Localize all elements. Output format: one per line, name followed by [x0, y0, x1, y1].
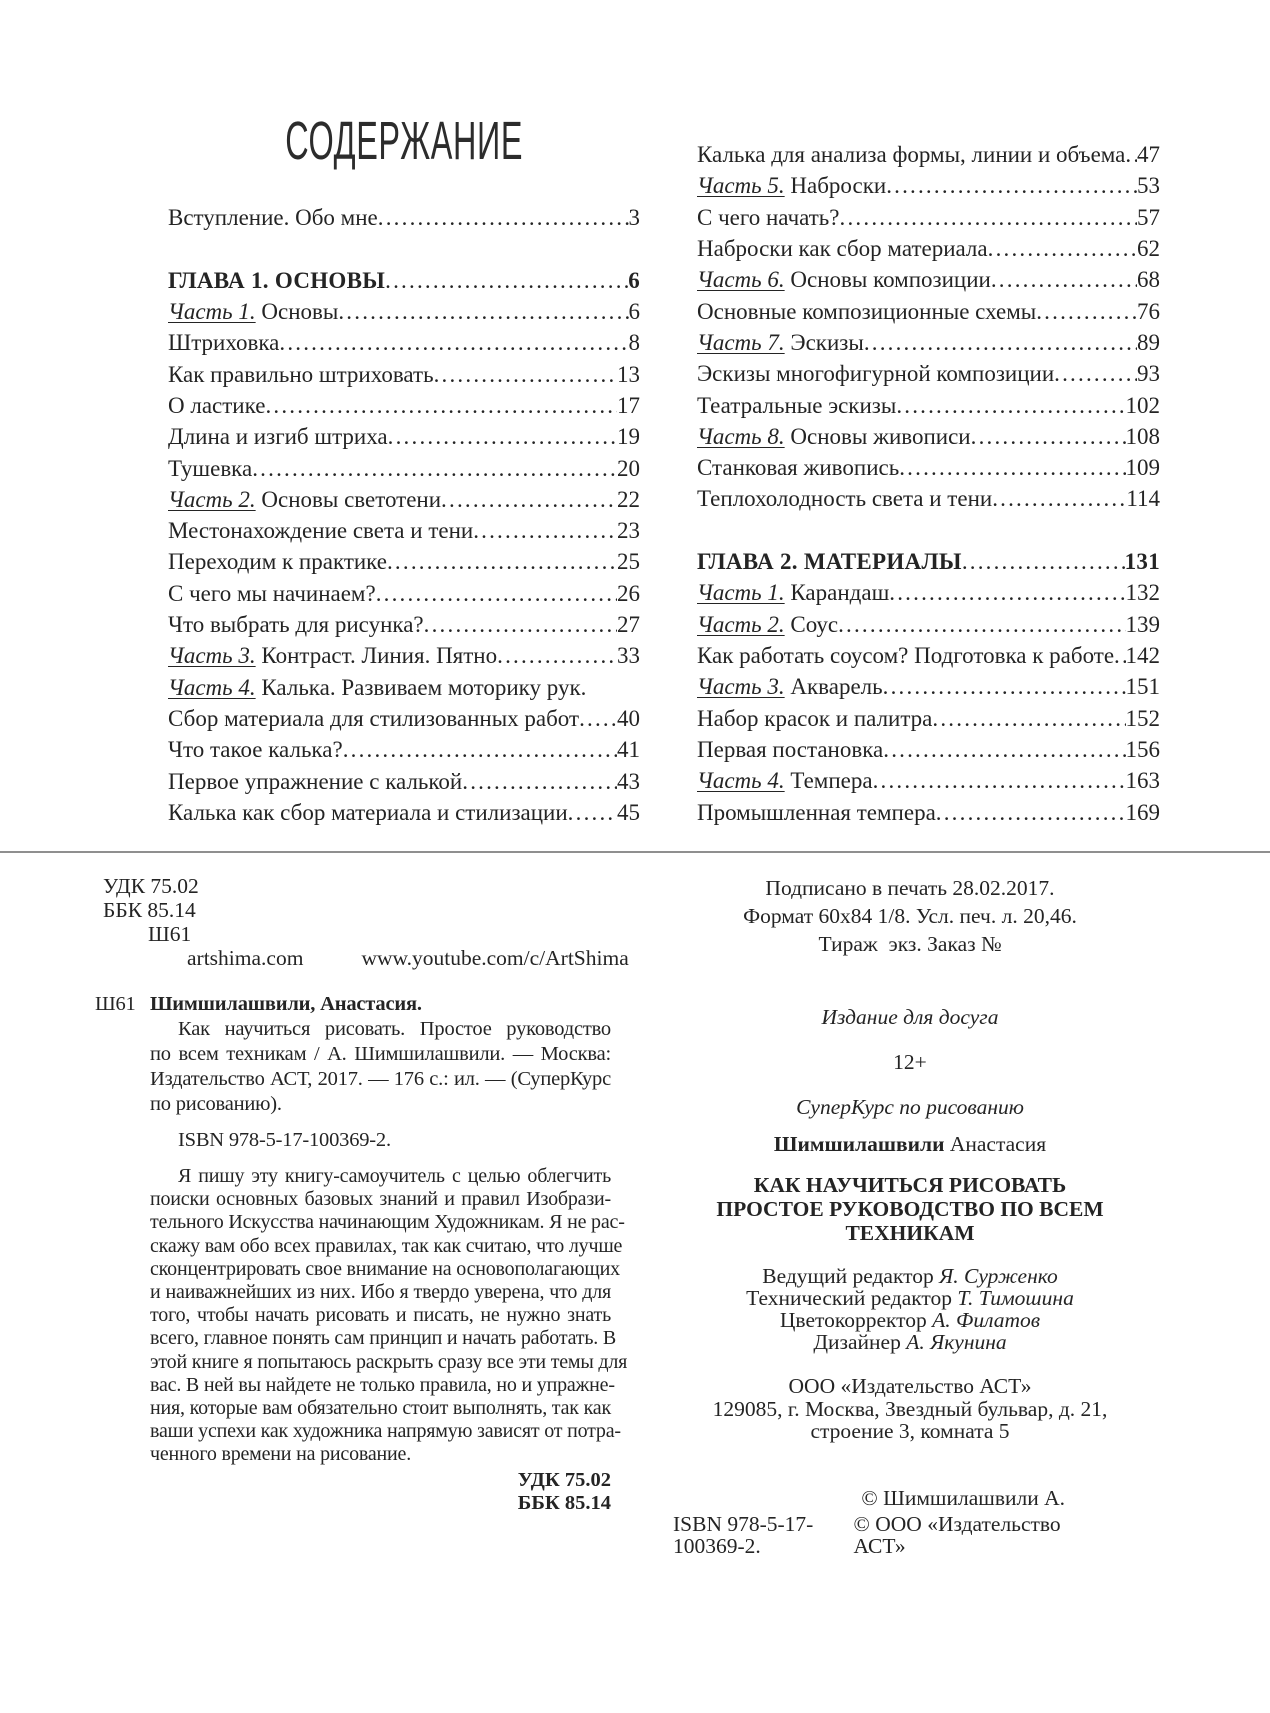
toc-dot-leader [434, 359, 617, 390]
staff-list [650, 1265, 1170, 1353]
toc-entry [168, 296, 640, 327]
toc-dot-leader [385, 265, 628, 296]
text-line: Формат 60х84 1/8. Усл. печ. л. 20,46. [743, 904, 1077, 928]
text-line: Подписано в печать 28.02.2017. [765, 876, 1055, 900]
toc-page-number: 132 [1125, 580, 1160, 606]
toc-entry [168, 640, 640, 671]
toc-page-number: 23 [617, 518, 640, 544]
toc-dot-leader [992, 483, 1126, 514]
toc-page-number: 169 [1125, 799, 1160, 825]
toc-entry-label: Первое упражнение с калькой [168, 768, 463, 794]
toc-entry [697, 671, 1160, 702]
toc-page-number: 27 [617, 612, 640, 638]
toc-entry-label: Станковая живопись [697, 455, 900, 481]
toc-dot-leader [441, 484, 617, 515]
edition-type: Издание для досуга [821, 1005, 999, 1029]
toc-page-number: 68 [1137, 267, 1160, 293]
staff-name: Т. Тимошина [957, 1286, 1074, 1310]
toc-page-number: 17 [617, 392, 640, 418]
toc-entry-label: Часть 2. Основы светотени [168, 486, 442, 512]
toc-entry [168, 734, 640, 765]
toc-dot-leader [462, 766, 617, 797]
toc-entry [168, 797, 640, 828]
toc-entry [168, 484, 640, 515]
toc-column-right [697, 139, 1160, 828]
toc-entry-label: Длина и изгиб штриха [168, 424, 388, 450]
toc-page-number: 62 [1137, 235, 1160, 261]
isbn-text: ISBN 978-5-17-100369-2. [673, 1511, 814, 1558]
catalog-entry-header [95, 991, 611, 1017]
text-line: Издательство АСТ, 2017. — 176 с.: ил. — (СуперКурс [150, 1068, 611, 1090]
text-line: по рисованию). [150, 1093, 282, 1115]
toc-entry [697, 358, 1160, 389]
contents-title-text: СОДЕРЖАНИЕ [285, 111, 523, 171]
toc-page-number: 26 [617, 580, 640, 606]
text-line: тельного Искусства начинающим Художникам. Я не рас- [150, 1211, 625, 1234]
toc-dot-leader [1036, 296, 1137, 327]
toc-dot-leader [883, 671, 1126, 702]
toc-dot-leader [864, 327, 1137, 358]
staff-name: Я. Сурженко [939, 1264, 1058, 1288]
toc-part-prefix: Часть 3. [168, 643, 256, 669]
toc-entry-label: О ластике [168, 392, 266, 418]
toc-page-number: 142 [1125, 643, 1160, 668]
toc-page-number: 151 [1125, 674, 1160, 700]
toc-page-number: 139 [1125, 611, 1160, 637]
toc-entry [168, 390, 640, 421]
toc-entry-label: Калька как сбор материала и стилизации [168, 799, 568, 825]
toc-entry [697, 546, 1160, 577]
text-line: и наиважнейших из них. Ибо я твердо уверена, что для [150, 1281, 611, 1304]
toc-dot-leader [424, 609, 617, 640]
toc-entry-label: Тушевка [168, 455, 253, 481]
toc-dot-leader [889, 577, 1125, 608]
toc-dot-leader [1125, 139, 1137, 170]
text-line: ПРОСТОЕ РУКОВОДСТВО ПО ВСЕМ ТЕХНИКАМ [716, 1197, 1104, 1245]
udc-block [103, 874, 629, 970]
toc-dot-leader [840, 202, 1137, 233]
toc-entry [697, 609, 1160, 640]
toc-page-number: 93 [1137, 361, 1160, 387]
toc-part-prefix: Часть 2. [697, 611, 785, 637]
toc-dot-leader [962, 546, 1125, 577]
toc-page-number: 22 [617, 486, 640, 512]
toc-page-number: 6 [628, 267, 640, 293]
staff-name: А. Якунина [906, 1330, 1007, 1354]
udc-bbk-bottom [95, 1469, 611, 1515]
toc-entry-label: С чего мы начинаем? [168, 580, 376, 606]
staff-line: Дизайнер А. Якунина [813, 1330, 1007, 1354]
toc-entry-label: Часть 7. Эскизы [697, 329, 864, 355]
text-line: всего, главное понять сам принцип и начать работать. В [150, 1327, 616, 1350]
toc-entry-label: Набор красок и палитра [697, 705, 933, 731]
imprint [650, 874, 1170, 1557]
toc-entry [168, 359, 640, 390]
toc-page-number: 41 [617, 737, 640, 763]
toc-page-number: 13 [617, 361, 640, 387]
toc-page-number: 20 [617, 455, 640, 481]
staff-line: Технический редактор Т. Тимошина [746, 1286, 1074, 1310]
toc-page-number: 152 [1125, 705, 1160, 731]
toc-entry-label: Штриховка [168, 330, 280, 356]
toc-entry [168, 546, 640, 577]
toc-dot-leader [1114, 640, 1125, 671]
author-name: Шимшилашвили, Анастасия. [150, 993, 422, 1015]
toc-dot-leader [265, 390, 617, 421]
toc-spacer [168, 233, 640, 264]
toc-dot-leader [378, 202, 629, 233]
toc-dot-leader [252, 453, 617, 484]
catalog-entry [95, 991, 628, 1515]
toc-entry [697, 390, 1160, 421]
toc-entry-label: Часть 8. Основы живописи [697, 423, 971, 449]
toc-entry-label: Теплохолодность света и тени [697, 486, 993, 512]
toc-page-number: 40 [617, 706, 640, 731]
toc-dot-leader [886, 170, 1137, 201]
toc-dot-leader [497, 640, 617, 671]
toc-dot-leader [376, 578, 617, 609]
toc-entry-label: Сбор материала для стилизованных работ [168, 706, 580, 731]
toc-entry [168, 202, 640, 233]
author-sign-code: Ш61 [95, 993, 136, 1015]
toc-entry-label: Как правильно штриховать [168, 361, 434, 387]
toc-dot-leader [473, 515, 617, 546]
copyright-author: © Шимшилашвили А. [861, 1485, 1065, 1510]
toc-entry [697, 264, 1160, 295]
toc-entry [168, 766, 640, 797]
toc-entry-label: ГЛАВА 2. МАТЕРИАЛЫ [697, 549, 962, 575]
toc-entry-label: Основные композиционные схемы [697, 298, 1037, 324]
toc-dot-leader [971, 421, 1126, 452]
toc-dot-leader [279, 327, 628, 358]
toc-part-prefix: Часть 5. [697, 173, 785, 199]
toc-entry [697, 765, 1160, 796]
udc-code-bold: УДК 75.02 [517, 1468, 611, 1491]
toc-dot-leader [932, 703, 1125, 734]
toc-entry-label: Местонахождение света и тени [168, 518, 474, 544]
toc-entry-label: Часть 1. Карандаш [697, 580, 890, 606]
toc-entry-label: Часть 4. Темпера [697, 768, 873, 794]
toc-page-number: 76 [1137, 298, 1160, 324]
toc-entry-label: С чего начать? [697, 204, 840, 230]
toc-entry [697, 797, 1160, 828]
toc-part-prefix: Часть 6. [697, 267, 785, 293]
toc-dot-leader [988, 233, 1137, 264]
annotation [95, 1165, 628, 1467]
toc-page-number: 8 [628, 330, 640, 356]
toc-page-number: 109 [1125, 455, 1160, 481]
text-line: Я пишу эту книгу-самоучитель с целью облегчить [178, 1165, 611, 1187]
toc-entry-label: Часть 2. Соус [697, 611, 839, 637]
text-line: сконцентрировать свое внимание на основополагающих [150, 1257, 620, 1280]
toc-entry [168, 672, 640, 703]
book-title [650, 1173, 1170, 1245]
text-line: Тираж экз. Заказ № [818, 932, 1002, 956]
author-surname: Шимшилашвили [773, 1132, 945, 1156]
toc-dot-leader [991, 264, 1137, 295]
toc-dot-leader [1054, 358, 1137, 389]
toc-part-prefix: Часть 2. [168, 486, 256, 512]
toc-entry [697, 703, 1160, 734]
toc-page-number: 57 [1137, 204, 1160, 230]
text-line: ваши успехи как художника напрямую зависят от потра- [150, 1420, 621, 1443]
toc-entry [697, 452, 1160, 483]
imprint-author [650, 1130, 1170, 1158]
toc-page-number: 156 [1125, 736, 1160, 762]
print-run-info [650, 874, 1170, 958]
toc-dot-leader [838, 609, 1125, 640]
staff-line: Ведущий редактор Я. Сурженко [762, 1264, 1058, 1288]
text-line: строение 3, комната 5 [810, 1419, 1010, 1443]
text-line: по всем техникам / А. Шимшилашвили. — Москва: [150, 1043, 611, 1065]
toc-entry [168, 453, 640, 484]
toc-entry [697, 421, 1160, 452]
author-firstname: Анастасия [944, 1132, 1047, 1156]
text-line: этой книге я попытаюсь раскрыть сразу все эти темы для [150, 1350, 628, 1373]
toc-page-number: 114 [1126, 486, 1160, 512]
toc-dot-leader [883, 734, 1125, 765]
text-line: вас. В ней вы найдете не только правила, но и упражне- [150, 1373, 615, 1396]
toc-entry-label: Часть 4. Калька. Развиваем моторику рук. [168, 674, 587, 700]
toc-entry [697, 170, 1160, 201]
bbk-code-bold: ББК 85.14 [517, 1491, 611, 1514]
toc-dot-leader [896, 390, 1125, 421]
text-line: ченного времени на рисование. [150, 1443, 412, 1466]
toc-entry-label: Театральные эскизы [697, 392, 897, 418]
toc-entry [697, 734, 1160, 765]
toc-entry-label: Калька для анализа формы, линии и объема [697, 142, 1126, 167]
isbn-text: ISBN 978-5-17-100369-2. [178, 1129, 391, 1151]
contents-title [168, 110, 640, 172]
bbk-code: ББК 85.14 [103, 898, 196, 922]
text-line: скажу вам обо всех правилах, так как считаю, что лучше [150, 1234, 623, 1257]
toc-part-prefix: Часть 1. [168, 298, 256, 324]
toc-entry-label: Часть 3. Контраст. Линия. Пятно [168, 643, 498, 669]
text-line: Как научиться рисовать. Простое руководство [178, 1018, 611, 1040]
toc-entry [697, 202, 1160, 233]
toc-page-number: 108 [1125, 423, 1160, 449]
toc-part-prefix: Часть 1. [697, 580, 785, 606]
toc-entry [168, 265, 640, 296]
text-line: ООО «Издательство АСТ» [788, 1374, 1032, 1398]
toc-page-number: 131 [1124, 549, 1160, 575]
toc-part-prefix: Часть 4. [168, 674, 256, 700]
toc-spacer [697, 515, 1160, 546]
toc-entry-label: Что выбрать для рисунка? [168, 612, 424, 638]
website-link: artshima.com [187, 946, 304, 970]
toc-entry-label: ГЛАВА 1. ОСНОВЫ [168, 267, 386, 293]
toc-page-number: 3 [628, 205, 640, 230]
toc-page-number: 43 [617, 768, 640, 794]
toc-page-number: 102 [1125, 392, 1160, 418]
toc-entry [697, 327, 1160, 358]
toc-dot-leader [387, 546, 617, 577]
toc-entry [168, 703, 640, 734]
isbn-copyright-row [650, 1513, 1170, 1557]
text-line: 129085, г. Москва, Звездный бульвар, д. 21, [712, 1396, 1108, 1421]
toc-page-number: 163 [1125, 768, 1160, 794]
author-sign-code: Ш61 [148, 922, 192, 946]
toc-page-number: 25 [617, 549, 640, 575]
toc-dot-leader [388, 421, 617, 452]
text-line: КАК НАУЧИТЬСЯ РИСОВАТЬ [753, 1173, 1067, 1197]
toc-entry-label: Первая постановка [697, 736, 884, 762]
toc-entry-label: Эскизы многофигурной композиции [697, 361, 1055, 387]
toc-entry [697, 577, 1160, 608]
toc-part-prefix: Часть 4. [697, 768, 785, 794]
toc-entry-label: Промышленная темпера [697, 799, 936, 825]
toc-dot-leader [568, 797, 617, 828]
text-line: ния, которые вам обязательно стоит выполнять, так как [150, 1397, 611, 1420]
toc-dot-leader [899, 452, 1125, 483]
toc-page-number: 53 [1137, 173, 1160, 199]
toc-entry [168, 609, 640, 640]
toc-entry-label: Наброски как сбор материала [697, 235, 988, 261]
toc-entry-label: Часть 1. Основы [168, 298, 339, 324]
toc-page-number: 89 [1137, 329, 1160, 355]
series-name: СуперКурс по рисованию [796, 1095, 1024, 1119]
toc-entry [697, 296, 1160, 327]
toc-entry [168, 515, 640, 546]
toc-entry [697, 233, 1160, 264]
toc-page-number: 47 [1137, 142, 1160, 167]
toc-column-left [168, 202, 640, 828]
toc-entry [168, 327, 640, 358]
text-line: того, чтобы начать рисовать и писать, не нужно знать [150, 1304, 611, 1327]
toc-entry [697, 139, 1160, 170]
toc-dot-leader [338, 296, 628, 327]
toc-page-number: 33 [617, 643, 640, 669]
toc-entry [697, 640, 1160, 671]
toc-page-number: 45 [617, 799, 640, 825]
staff-name: А. Филатов [932, 1308, 1041, 1332]
copyright-publisher: © ООО «Издательство АСТ» [853, 1511, 1061, 1558]
toc-part-prefix: Часть 8. [697, 423, 785, 449]
toc-entry-label: Вступление. Обо мне [168, 205, 378, 230]
udc-code: УДК 75.02 [103, 874, 199, 898]
publisher-address [650, 1375, 1170, 1443]
toc-entry-label: Часть 5. Наброски [697, 173, 887, 199]
toc-dot-leader [579, 703, 617, 734]
author-links [103, 946, 629, 970]
toc-dot-leader [936, 797, 1126, 828]
age-rating: 12+ [893, 1050, 927, 1074]
page-divider [0, 851, 1270, 853]
toc-entry-label: Часть 6. Основы композиции [697, 267, 991, 293]
toc-entry-label: Часть 3. Акварель [697, 674, 883, 700]
toc-part-prefix: Часть 3. [697, 674, 785, 700]
toc-dot-leader [343, 734, 617, 765]
youtube-link: www.youtube.com/c/ArtShima [361, 946, 629, 970]
toc-entry-label: Что такое калька? [168, 737, 343, 763]
toc-dot-leader [873, 765, 1126, 796]
toc-entry [168, 421, 640, 452]
toc-entry-label: Как работать соусом? Подготовка к работе [697, 643, 1115, 668]
toc-part-prefix: Часть 7. [697, 329, 785, 355]
bibliographic-description [95, 1017, 611, 1117]
toc-entry-label: Переходим к практике [168, 549, 387, 575]
staff-line: Цветокорректор А. Филатов [779, 1308, 1041, 1332]
text-line: поиски основных базовых знаний и правил Изобрази- [150, 1188, 611, 1211]
toc-page-number: 6 [628, 298, 640, 324]
toc-entry [168, 578, 640, 609]
toc-page-number: 19 [617, 424, 640, 450]
toc-entry [697, 483, 1160, 514]
